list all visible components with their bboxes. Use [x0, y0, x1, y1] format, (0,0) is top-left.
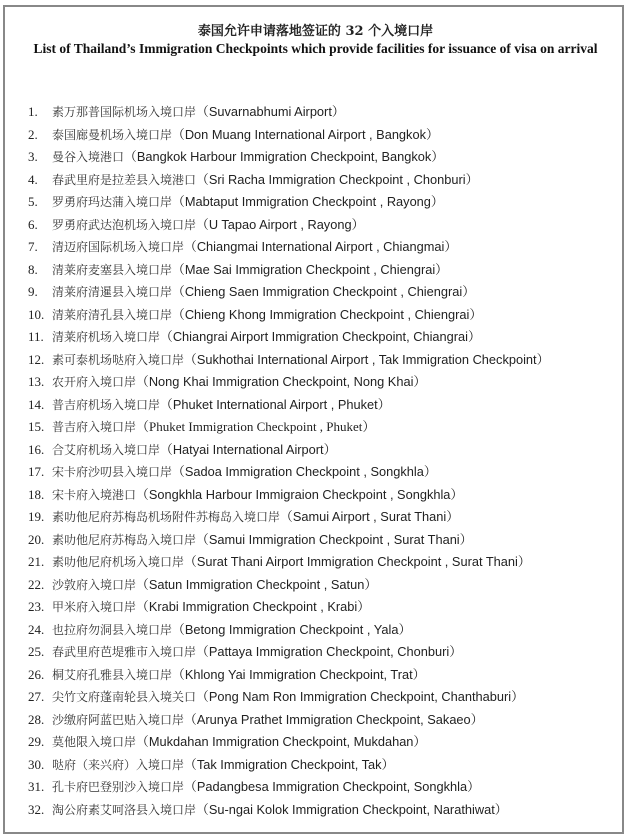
item-number: 27.	[28, 689, 45, 704]
list-item	[28, 214, 549, 237]
list-item	[28, 371, 549, 394]
list-item	[28, 506, 549, 529]
item-name-chinese: 罗勇府武达泡机场入境口岸	[52, 217, 197, 232]
list-item	[28, 439, 549, 462]
list-item	[28, 574, 549, 597]
checkpoint-list	[28, 101, 549, 821]
item-number: 25.	[28, 644, 45, 659]
list-item	[28, 484, 549, 507]
item-name-english: （Sri Racha Immigration Checkpoint , Chonburi）	[196, 171, 479, 187]
item-name-chinese: 孔卡府巴登别沙入境口岸	[52, 780, 185, 794]
item-name-chinese: 沙敦府入境口岸	[52, 577, 137, 592]
item-name-chinese: 宋卡府沙叨县入境口岸	[52, 465, 173, 479]
item-number: 1.	[28, 104, 38, 119]
list-item	[28, 776, 549, 799]
item-name-english: （Samui Immigration Checkpoint , Surat Thani）	[196, 531, 473, 547]
item-name-english: （Chieng Khong Immigration Checkpoint , Chiengrai）	[172, 306, 483, 322]
item-name-english: （Padangbesa Immigration Checkpoint, Songkhla）	[184, 779, 480, 794]
title-chinese: 泰国允许申请落地签证的 32 个入境口岸	[197, 24, 434, 39]
item-number: 2.	[28, 126, 38, 142]
list-item	[28, 146, 549, 169]
item-number: 11.	[28, 329, 44, 344]
item-name-english: （Chiangrai Airport Immigration Checkpoint, Chiangrai）	[160, 329, 481, 344]
item-name-english: （Krabi Immigration Checkpoint , Krabi）	[136, 599, 371, 614]
list-item	[28, 596, 549, 619]
item-name-chinese: 清莱府麦塞县入境口岸	[52, 262, 173, 277]
item-name-chinese: 农开府入境口岸	[52, 375, 137, 389]
item-name-chinese: 甲米府入境口岸	[52, 600, 137, 614]
list-item	[28, 529, 549, 552]
item-number: 12.	[28, 351, 45, 367]
list-item	[28, 686, 549, 709]
item-name-chinese: 罗勇府玛达蒲入境口岸	[52, 195, 173, 209]
item-name-chinese: 春武里府是拉差县入境港口	[52, 172, 197, 187]
item-name-chinese: 素可泰机场哒府入境口岸	[52, 352, 185, 367]
item-name-chinese: 清莱府清孔县入境口岸	[52, 307, 173, 322]
item-number: 29.	[28, 734, 45, 749]
item-name-english: （Sukhothai International Airport , Tak Immigration Checkpoint）	[184, 351, 550, 367]
item-number: 31.	[28, 779, 45, 794]
item-name-chinese: 哒府（来兴府）入境口岸	[52, 757, 185, 772]
item-name-chinese: 春武里府芭堤雅市入境口岸	[52, 645, 197, 659]
item-name-english: （Su-ngai Kolok Immigration Checkpoint, Narathiwat）	[196, 801, 508, 817]
item-number: 18.	[28, 486, 45, 502]
item-number: 19.	[28, 509, 45, 524]
item-name-english: （Arunya Prathet Immigration Checkpoint, Sakaeo）	[184, 711, 484, 727]
item-number: 22.	[28, 576, 45, 592]
item-name-chinese: 素叻他尼府机场入境口岸	[52, 555, 185, 569]
item-name-english: （U Tapao Airport , Rayong）	[196, 216, 365, 232]
item-name-chinese: 莫他限入境口岸	[52, 735, 137, 749]
item-name-english: （Phuket Immigration Checkpoint , Phuket）	[136, 419, 376, 434]
list-item	[28, 416, 549, 439]
item-name-chinese: 清迈府国际机场入境口岸	[52, 240, 185, 254]
title-english: List of Thailand’s Immigration Checkpoints which provide facilities for issuance of visa on arrival	[33, 41, 598, 56]
item-number: 10.	[28, 306, 45, 322]
item-name-english: （Nong Khai Immigration Checkpoint, Nong Khai）	[136, 374, 427, 389]
item-number: 32.	[28, 801, 45, 817]
list-item	[28, 236, 549, 259]
list-item	[28, 259, 549, 282]
list-item	[28, 169, 549, 192]
item-name-chinese: 素叻他尼府苏梅岛机场附件苏梅岛入境口岸	[52, 510, 281, 524]
item-number: 20.	[28, 531, 45, 547]
list-item	[28, 304, 549, 327]
item-number: 4.	[28, 171, 38, 187]
list-item	[28, 281, 549, 304]
item-name-chinese: 普吉府入境口岸	[52, 420, 137, 434]
item-name-chinese: 合艾府机场入境口岸	[52, 442, 161, 457]
item-number: 9.	[28, 284, 38, 299]
item-number: 26.	[28, 666, 45, 682]
item-name-chinese: 素叻他尼府苏梅岛入境口岸	[52, 532, 197, 547]
item-name-english: （Satun Immigration Checkpoint , Satun）	[136, 576, 378, 592]
item-name-english: （Suvarnabhumi Airport）	[196, 104, 345, 119]
item-name-english: （Pattaya Immigration Checkpoint, Chonburi）	[196, 644, 463, 659]
item-name-chinese: 泰国廊曼机场入境口岸	[52, 127, 173, 142]
item-number: 5.	[28, 194, 38, 209]
item-name-english: （Sadoa Immigration Checkpoint , Songkhla）	[172, 464, 437, 479]
item-number: 7.	[28, 239, 38, 254]
item-number: 15.	[28, 419, 45, 434]
item-number: 21.	[28, 554, 45, 569]
item-name-english: （Betong Immigration Checkpoint , Yala）	[172, 621, 412, 637]
item-name-english: （Surat Thani Airport Immigration Checkpoint , Surat Thani）	[184, 554, 531, 569]
item-number: 23.	[28, 599, 45, 614]
item-number: 13.	[28, 374, 45, 389]
list-item	[28, 349, 549, 372]
item-number: 14.	[28, 396, 45, 412]
list-item	[28, 191, 549, 214]
list-item	[28, 101, 549, 124]
item-name-chinese: 宋卡府入境港口	[52, 487, 137, 502]
item-name-chinese: 淘公府素艾呵洛县入境口岸	[52, 802, 197, 817]
item-name-english: （Mabtaput Immigration Checkpoint , Rayong）	[172, 194, 444, 209]
item-name-english: （Don Muang International Airport , Bangkok）	[172, 126, 439, 142]
item-name-english: （Phuket International Airport , Phuket）	[160, 396, 391, 412]
item-name-english: （Songkhla Harbour Immigraion Checkpoint , Songkhla）	[136, 486, 464, 502]
item-name-chinese: 沙缴府阿蓝巴贴入境口岸	[52, 712, 185, 727]
item-number: 3.	[28, 149, 38, 164]
item-name-english: （Samui Airport , Surat Thani）	[280, 509, 460, 524]
list-item	[28, 619, 549, 642]
item-name-chinese: 清莱府清暹县入境口岸	[52, 285, 173, 299]
list-item	[28, 326, 549, 349]
list-item	[28, 461, 549, 484]
item-name-chinese: 尖竹文府蓬南轮县入境关口	[52, 690, 197, 704]
item-number: 30.	[28, 756, 45, 772]
item-name-english: （Mukdahan Immigration Checkpoint, Mukdahan）	[136, 734, 427, 749]
item-name-chinese: 桐艾府孔雅县入境口岸	[52, 667, 173, 682]
item-name-english: （Tak Immigration Checkpoint, Tak）	[184, 756, 395, 772]
list-item	[28, 394, 549, 417]
item-name-english: （Chiangmai International Airport , Chiangmai）	[184, 239, 458, 254]
list-item	[28, 709, 549, 732]
item-number: 24.	[28, 621, 45, 637]
list-item	[28, 799, 549, 822]
item-name-english: （Hatyai International Airport）	[160, 441, 337, 457]
item-number: 8.	[28, 261, 38, 277]
list-item	[28, 754, 549, 777]
item-name-chinese: 也拉府勿洞县入境口岸	[52, 622, 173, 637]
item-name-english: （Chieng Saen Immigration Checkpoint , Chiengrai）	[172, 284, 476, 299]
item-name-english: （Mae Sai Immigration Checkpoint , Chiengrai）	[172, 261, 448, 277]
item-name-chinese: 普吉府机场入境口岸	[52, 397, 161, 412]
list-item	[28, 731, 549, 754]
list-item	[28, 664, 549, 687]
item-name-english: （Pong Nam Ron Immigration Checkpoint, Chanthaburi）	[196, 689, 524, 704]
item-number: 28.	[28, 711, 45, 727]
item-name-chinese: 曼谷入境港口	[52, 150, 125, 164]
item-number: 17.	[28, 464, 45, 479]
item-name-chinese: 清莱府机场入境口岸	[52, 330, 161, 344]
list-item	[28, 641, 549, 664]
list-item	[28, 551, 549, 574]
item-number: 6.	[28, 216, 38, 232]
list-item	[28, 124, 549, 147]
item-number: 16.	[28, 441, 45, 457]
item-name-english: （Khlong Yai Immigration Checkpoint, Trat）	[172, 666, 426, 682]
item-name-chinese: 素万那普国际机场入境口岸	[52, 105, 197, 119]
item-name-english: （Bangkok Harbour Immigration Checkpoint, Bangkok）	[124, 149, 445, 164]
